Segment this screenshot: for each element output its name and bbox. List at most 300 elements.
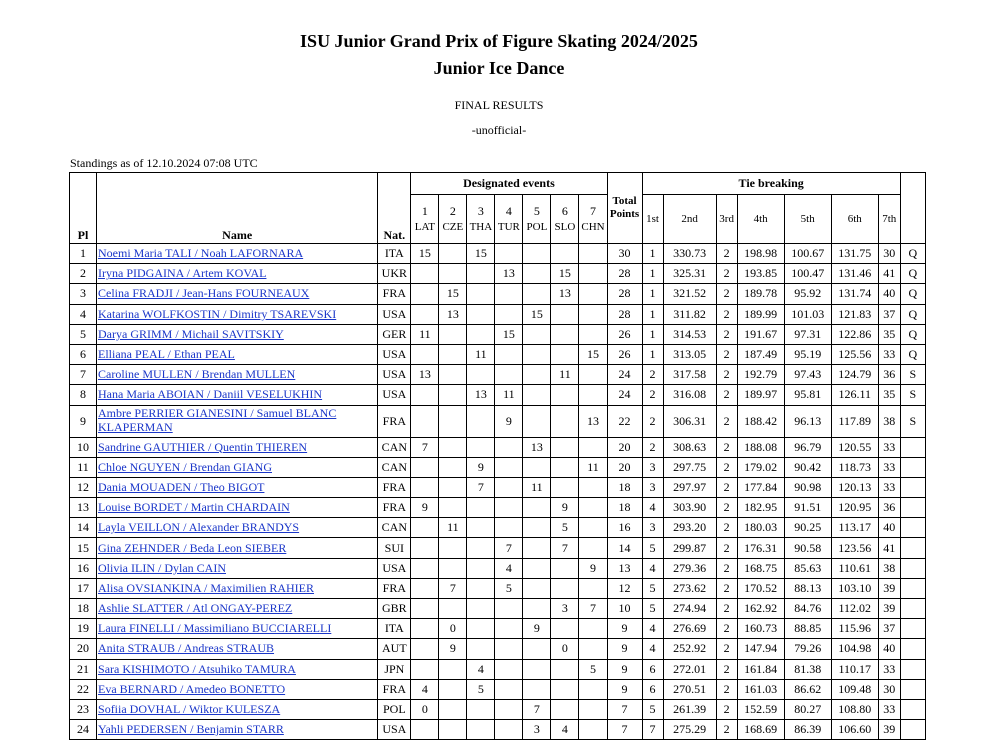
tie-breaking-cell: 162.92 bbox=[737, 599, 784, 619]
tie-breaking-cell: 297.97 bbox=[663, 477, 716, 497]
tie-breaking-cell: 33 bbox=[878, 457, 900, 477]
event-points-cell bbox=[411, 344, 439, 364]
col-header-pl: Pl bbox=[70, 173, 97, 244]
event-points-cell: 9 bbox=[551, 498, 579, 518]
event-points-cell bbox=[439, 477, 467, 497]
event-points-cell bbox=[579, 385, 607, 405]
event-code: SLO bbox=[554, 221, 576, 233]
results-status: FINAL RESULTS bbox=[454, 98, 544, 112]
event-points-cell bbox=[439, 599, 467, 619]
skater-link[interactable]: Sofiia DOVHAL / Wiktor KULESZA bbox=[98, 702, 281, 717]
event-points-cell: 5 bbox=[551, 518, 579, 538]
total-points-cell: 10 bbox=[607, 599, 642, 619]
tie-breaking-cell: 187.49 bbox=[737, 344, 784, 364]
tie-breaking-cell: 192.79 bbox=[737, 365, 784, 385]
tie-breaking-cell: 124.79 bbox=[831, 365, 878, 385]
event-points-cell bbox=[579, 720, 607, 740]
event-points-cell bbox=[495, 244, 523, 264]
event-points-cell bbox=[411, 619, 439, 639]
tie-breaking-cell: 2 bbox=[716, 477, 737, 497]
event-points-cell bbox=[467, 264, 495, 284]
tie-breaking-cell: 95.92 bbox=[784, 284, 831, 304]
tie-breaking-cell: 1 bbox=[642, 244, 663, 264]
tie-breaking-cell: 275.29 bbox=[663, 720, 716, 740]
event-header-pol bbox=[523, 195, 551, 244]
event-points-cell: 15 bbox=[579, 344, 607, 364]
tie-breaking-cell: 30 bbox=[878, 679, 900, 699]
qualification-cell bbox=[900, 558, 925, 578]
place-cell: 20 bbox=[70, 639, 97, 659]
tie-breaking-cell: 5 bbox=[642, 578, 663, 598]
tie-breaking-cell: 3 bbox=[642, 518, 663, 538]
skater-link[interactable]: Ashlie SLATTER / Atl ONGAY-PEREZ bbox=[98, 601, 293, 616]
tie-breaking-cell: 161.03 bbox=[737, 679, 784, 699]
place-cell: 6 bbox=[70, 344, 97, 364]
skater-link[interactable]: Alisa OVSIANKINA / Maximilien RAHIER bbox=[98, 580, 315, 595]
tie-breaking-cell: 2 bbox=[716, 720, 737, 740]
skater-link[interactable]: Gina ZEHNDER / Beda Leon SIEBER bbox=[98, 540, 287, 555]
event-points-cell bbox=[495, 498, 523, 518]
skater-link[interactable]: Louise BORDET / Martin CHARDAIN bbox=[98, 500, 290, 515]
table-row bbox=[70, 679, 926, 699]
tie-breaking-cell: 95.19 bbox=[784, 344, 831, 364]
place-cell: 2 bbox=[70, 264, 97, 284]
event-points-cell bbox=[495, 699, 523, 719]
event-points-cell bbox=[467, 720, 495, 740]
tie-breaking-cell: 189.78 bbox=[737, 284, 784, 304]
col-header-tie-breaking: Tie breaking bbox=[642, 173, 900, 195]
skater-link[interactable]: Ambre PERRIER GIANESINI / Samuel BLANC KLAPERMAN bbox=[98, 405, 337, 434]
name-cell bbox=[97, 619, 378, 639]
event-points-cell bbox=[495, 457, 523, 477]
skater-link[interactable]: Olivia ILIN / Dylan CAIN bbox=[98, 560, 226, 575]
skater-link[interactable]: Anita STRAUB / Andreas STRAUB bbox=[98, 641, 275, 656]
event-points-cell bbox=[439, 498, 467, 518]
event-points-cell bbox=[523, 578, 551, 598]
skater-link[interactable]: Iryna PIDGAINA / Artem KOVAL bbox=[98, 266, 267, 281]
event-points-cell bbox=[439, 264, 467, 284]
tie-breaking-cell: 2 bbox=[642, 365, 663, 385]
tie-breaking-cell: 189.99 bbox=[737, 304, 784, 324]
skater-link[interactable]: Noemi Maria TALI / Noah LAFORNARA bbox=[98, 246, 304, 261]
table-row bbox=[70, 477, 926, 497]
table-row bbox=[70, 365, 926, 385]
col-header-name: Name bbox=[97, 173, 378, 244]
tie-breaking-cell: 325.31 bbox=[663, 264, 716, 284]
total-points-cell: 9 bbox=[607, 639, 642, 659]
event-points-cell bbox=[467, 599, 495, 619]
tie-breaking-cell: 38 bbox=[878, 558, 900, 578]
event-points-cell: 11 bbox=[523, 477, 551, 497]
event-points-cell bbox=[439, 699, 467, 719]
place-cell: 10 bbox=[70, 437, 97, 457]
total-points-cell: 28 bbox=[607, 304, 642, 324]
tie-breaking-cell: 131.74 bbox=[831, 284, 878, 304]
event-header-tur bbox=[495, 195, 523, 244]
place-cell: 13 bbox=[70, 498, 97, 518]
name-cell bbox=[97, 599, 378, 619]
tie-header-4th: 4th bbox=[737, 195, 784, 244]
event-points-cell bbox=[523, 457, 551, 477]
nation-cell: USA bbox=[378, 558, 411, 578]
event-points-cell: 13 bbox=[579, 405, 607, 437]
event-points-cell bbox=[579, 244, 607, 264]
unofficial-note: -unofficial- bbox=[471, 123, 527, 137]
event-points-cell bbox=[523, 659, 551, 679]
nation-cell: FRA bbox=[378, 284, 411, 304]
tie-breaking-cell: 37 bbox=[878, 619, 900, 639]
tie-breaking-cell: 299.87 bbox=[663, 538, 716, 558]
event-header-slo bbox=[551, 195, 579, 244]
event-points-cell: 9 bbox=[467, 457, 495, 477]
event-points-cell bbox=[579, 284, 607, 304]
event-points-cell bbox=[579, 619, 607, 639]
event-points-cell bbox=[439, 720, 467, 740]
qualification-cell: S bbox=[900, 405, 925, 437]
total-points-cell: 16 bbox=[607, 518, 642, 538]
nation-cell: CAN bbox=[378, 518, 411, 538]
event-points-cell bbox=[523, 599, 551, 619]
tie-breaking-cell: 170.52 bbox=[737, 578, 784, 598]
event-points-cell: 13 bbox=[523, 437, 551, 457]
tie-breaking-cell: 180.03 bbox=[737, 518, 784, 538]
skater-link[interactable]: Dania MOUADEN / Theo BIGOT bbox=[98, 479, 265, 494]
tie-breaking-cell: 2 bbox=[716, 659, 737, 679]
tie-breaking-cell: 2 bbox=[716, 344, 737, 364]
qualification-cell: Q bbox=[900, 304, 925, 324]
place-cell: 14 bbox=[70, 518, 97, 538]
tie-breaking-cell: 2 bbox=[716, 437, 737, 457]
skater-link[interactable]: Chloe NGUYEN / Brendan GIANG bbox=[98, 459, 272, 474]
tie-breaking-cell: 35 bbox=[878, 324, 900, 344]
tie-breaking-cell: 313.05 bbox=[663, 344, 716, 364]
tie-breaking-cell: 182.95 bbox=[737, 498, 784, 518]
event-points-cell: 15 bbox=[411, 244, 439, 264]
event-number: 1 bbox=[421, 204, 428, 218]
tie-breaking-cell: 2 bbox=[716, 498, 737, 518]
tie-breaking-cell: 96.79 bbox=[784, 437, 831, 457]
skater-link[interactable]: Laura FINELLI / Massimiliano BUCCIARELLI bbox=[98, 621, 332, 636]
event-points-cell bbox=[495, 518, 523, 538]
qualification-cell bbox=[900, 437, 925, 457]
place-cell: 15 bbox=[70, 538, 97, 558]
tie-breaking-cell: 5 bbox=[642, 699, 663, 719]
qualification-cell bbox=[900, 639, 925, 659]
event-points-cell bbox=[495, 619, 523, 639]
place-cell: 3 bbox=[70, 284, 97, 304]
event-points-cell: 15 bbox=[467, 244, 495, 264]
event-points-cell: 15 bbox=[495, 324, 523, 344]
nation-cell: SUI bbox=[378, 538, 411, 558]
event-points-cell bbox=[439, 437, 467, 457]
qualification-cell bbox=[900, 578, 925, 598]
tie-header-2nd: 2nd bbox=[663, 195, 716, 244]
qualification-cell bbox=[900, 659, 925, 679]
tie-breaking-cell: 261.39 bbox=[663, 699, 716, 719]
tie-breaking-cell: 104.98 bbox=[831, 639, 878, 659]
skater-link[interactable]: Darya GRIMM / Michail SAVITSKIY bbox=[98, 326, 284, 341]
nation-cell: AUT bbox=[378, 639, 411, 659]
tie-breaking-cell: 4 bbox=[642, 619, 663, 639]
tie-breaking-cell: 108.80 bbox=[831, 699, 878, 719]
event-points-cell bbox=[551, 558, 579, 578]
tie-breaking-cell: 96.13 bbox=[784, 405, 831, 437]
event-points-cell bbox=[411, 264, 439, 284]
nation-cell: USA bbox=[378, 365, 411, 385]
table-row bbox=[70, 284, 926, 304]
nation-cell: GBR bbox=[378, 599, 411, 619]
tie-breaking-cell: 103.10 bbox=[831, 578, 878, 598]
place-cell: 17 bbox=[70, 578, 97, 598]
event-points-cell: 9 bbox=[523, 619, 551, 639]
event-points-cell: 11 bbox=[579, 457, 607, 477]
nation-cell: GER bbox=[378, 324, 411, 344]
event-points-cell: 0 bbox=[439, 619, 467, 639]
tie-breaking-cell: 101.03 bbox=[784, 304, 831, 324]
tie-breaking-cell: 39 bbox=[878, 599, 900, 619]
event-points-cell bbox=[439, 679, 467, 699]
tie-breaking-cell: 38 bbox=[878, 405, 900, 437]
name-cell bbox=[97, 720, 378, 740]
event-header-cze bbox=[439, 195, 467, 244]
place-cell: 16 bbox=[70, 558, 97, 578]
tie-breaking-cell: 5 bbox=[642, 538, 663, 558]
tie-breaking-cell: 122.86 bbox=[831, 324, 878, 344]
tie-breaking-cell: 317.58 bbox=[663, 365, 716, 385]
tie-breaking-cell: 2 bbox=[716, 365, 737, 385]
tie-breaking-cell: 39 bbox=[878, 578, 900, 598]
event-points-cell: 7 bbox=[551, 538, 579, 558]
skater-link[interactable]: Sara KISHIMOTO / Atsuhiko TAMURA bbox=[98, 661, 296, 676]
nation-cell: JPN bbox=[378, 659, 411, 679]
event-points-cell bbox=[411, 558, 439, 578]
place-cell: 11 bbox=[70, 457, 97, 477]
place-cell: 21 bbox=[70, 659, 97, 679]
tie-breaking-cell: 97.31 bbox=[784, 324, 831, 344]
place-cell: 12 bbox=[70, 477, 97, 497]
tie-breaking-cell: 297.75 bbox=[663, 457, 716, 477]
table-row bbox=[70, 344, 926, 364]
name-cell bbox=[97, 578, 378, 598]
event-points-cell: 9 bbox=[495, 405, 523, 437]
skater-link[interactable]: Hana Maria ABOIAN / Daniil VESELUKHIN bbox=[98, 387, 323, 402]
place-cell: 22 bbox=[70, 679, 97, 699]
event-points-cell bbox=[579, 498, 607, 518]
tie-breaking-cell: 85.63 bbox=[784, 558, 831, 578]
tie-breaking-cell: 117.89 bbox=[831, 405, 878, 437]
nation-cell: USA bbox=[378, 344, 411, 364]
tie-breaking-cell: 84.76 bbox=[784, 599, 831, 619]
tie-breaking-cell: 40 bbox=[878, 639, 900, 659]
event-points-cell bbox=[551, 477, 579, 497]
tie-breaking-cell: 2 bbox=[716, 599, 737, 619]
event-points-cell bbox=[523, 518, 551, 538]
results-table bbox=[69, 172, 926, 740]
event-points-cell bbox=[551, 385, 579, 405]
tie-breaking-cell: 1 bbox=[642, 264, 663, 284]
skater-link[interactable]: Yahli PEDERSEN / Benjamin STARR bbox=[98, 722, 284, 737]
tie-breaking-cell: 33 bbox=[878, 437, 900, 457]
event-points-cell: 5 bbox=[495, 578, 523, 598]
event-code: LAT bbox=[414, 221, 435, 233]
qualification-cell: Q bbox=[900, 344, 925, 364]
skater-link[interactable]: Katarina WOLFKOSTIN / Dimitry TSAREVSKI bbox=[98, 306, 337, 321]
tie-breaking-cell: 90.25 bbox=[784, 518, 831, 538]
place-cell: 24 bbox=[70, 720, 97, 740]
tie-breaking-cell: 110.61 bbox=[831, 558, 878, 578]
tie-breaking-cell: 90.42 bbox=[784, 457, 831, 477]
total-points-cell: 9 bbox=[607, 619, 642, 639]
tie-breaking-cell: 276.69 bbox=[663, 619, 716, 639]
tie-breaking-cell: 252.92 bbox=[663, 639, 716, 659]
tie-breaking-cell: 1 bbox=[642, 304, 663, 324]
tie-breaking-cell: 112.02 bbox=[831, 599, 878, 619]
event-points-cell: 7 bbox=[523, 699, 551, 719]
tie-breaking-cell: 4 bbox=[642, 498, 663, 518]
place-cell: 8 bbox=[70, 385, 97, 405]
name-cell bbox=[97, 659, 378, 679]
page-subtitle: Junior Ice Dance bbox=[433, 58, 565, 78]
event-points-cell: 4 bbox=[467, 659, 495, 679]
event-points-cell bbox=[467, 284, 495, 304]
nation-cell: USA bbox=[378, 720, 411, 740]
event-code: CHN bbox=[581, 221, 605, 233]
event-points-cell bbox=[411, 304, 439, 324]
total-points-cell: 13 bbox=[607, 558, 642, 578]
event-points-cell: 11 bbox=[495, 385, 523, 405]
event-points-cell bbox=[411, 720, 439, 740]
name-cell bbox=[97, 385, 378, 405]
tie-breaking-cell: 270.51 bbox=[663, 679, 716, 699]
tie-breaking-cell: 2 bbox=[716, 538, 737, 558]
tie-breaking-cell: 152.59 bbox=[737, 699, 784, 719]
event-points-cell: 9 bbox=[411, 498, 439, 518]
event-points-cell bbox=[411, 578, 439, 598]
table-row bbox=[70, 457, 926, 477]
tie-breaking-cell: 316.08 bbox=[663, 385, 716, 405]
event-points-cell bbox=[439, 457, 467, 477]
page-title: ISU Junior Grand Prix of Figure Skating 2024/2025 bbox=[300, 31, 698, 51]
tie-breaking-cell: 125.56 bbox=[831, 344, 878, 364]
tie-breaking-cell: 191.67 bbox=[737, 324, 784, 344]
skater-link[interactable]: Elliana PEAL / Ethan PEAL bbox=[98, 347, 235, 362]
event-points-cell bbox=[495, 344, 523, 364]
name-cell bbox=[97, 457, 378, 477]
event-points-cell bbox=[551, 405, 579, 437]
event-points-cell bbox=[467, 538, 495, 558]
tie-breaking-cell: 97.43 bbox=[784, 365, 831, 385]
event-code: POL bbox=[526, 221, 548, 233]
tie-breaking-cell: 168.69 bbox=[737, 720, 784, 740]
tie-breaking-cell: 100.67 bbox=[784, 244, 831, 264]
tie-breaking-cell: 123.56 bbox=[831, 538, 878, 558]
tie-header-3rd: 3rd bbox=[716, 195, 737, 244]
event-points-cell bbox=[439, 558, 467, 578]
tie-breaking-cell: 35 bbox=[878, 385, 900, 405]
table-row bbox=[70, 599, 926, 619]
event-number: 6 bbox=[561, 204, 568, 218]
event-header-chn bbox=[579, 195, 607, 244]
nation-cell: FRA bbox=[378, 498, 411, 518]
qualification-cell bbox=[900, 619, 925, 639]
event-code: CZE bbox=[442, 221, 464, 233]
total-points-cell: 7 bbox=[607, 720, 642, 740]
event-number: 3 bbox=[477, 204, 484, 218]
event-code: THA bbox=[469, 221, 493, 233]
standings-timestamp: Standings as of 12.10.2024 07:08 UTC bbox=[70, 156, 258, 170]
tie-breaking-cell: 40 bbox=[878, 284, 900, 304]
qualification-cell: Q bbox=[900, 264, 925, 284]
tie-breaking-cell: 41 bbox=[878, 264, 900, 284]
place-cell: 19 bbox=[70, 619, 97, 639]
tie-breaking-cell: 2 bbox=[716, 679, 737, 699]
total-points-cell: 9 bbox=[607, 679, 642, 699]
tie-breaking-cell: 193.85 bbox=[737, 264, 784, 284]
tie-breaking-cell: 2 bbox=[716, 284, 737, 304]
qualification-cell: Q bbox=[900, 244, 925, 264]
event-points-cell: 15 bbox=[439, 284, 467, 304]
tie-breaking-cell: 7 bbox=[642, 720, 663, 740]
skater-link[interactable]: Caroline MULLEN / Brendan MULLEN bbox=[98, 367, 296, 382]
tie-breaking-cell: 3 bbox=[642, 457, 663, 477]
event-points-cell bbox=[579, 518, 607, 538]
name-cell bbox=[97, 558, 378, 578]
tie-breaking-cell: 90.98 bbox=[784, 477, 831, 497]
nation-cell: POL bbox=[378, 699, 411, 719]
event-points-cell bbox=[579, 324, 607, 344]
qualification-cell: Q bbox=[900, 284, 925, 304]
event-points-cell bbox=[551, 324, 579, 344]
tie-breaking-cell: 306.31 bbox=[663, 405, 716, 437]
tie-breaking-cell: 2 bbox=[716, 457, 737, 477]
event-points-cell bbox=[411, 477, 439, 497]
event-points-cell bbox=[495, 639, 523, 659]
col-header-total-points: Total Points bbox=[607, 173, 642, 244]
tie-breaking-cell: 2 bbox=[716, 699, 737, 719]
skater-link[interactable]: Celina FRADJI / Jean-Hans FOURNEAUX bbox=[98, 286, 310, 301]
tie-breaking-cell: 6 bbox=[642, 659, 663, 679]
event-points-cell: 7 bbox=[495, 538, 523, 558]
event-points-cell: 15 bbox=[551, 264, 579, 284]
tie-breaking-cell: 314.53 bbox=[663, 324, 716, 344]
tie-breaking-cell: 100.47 bbox=[784, 264, 831, 284]
tie-breaking-cell: 88.85 bbox=[784, 619, 831, 639]
event-points-cell bbox=[579, 477, 607, 497]
skater-link[interactable]: Layla VEILLON / Alexander BRANDYS bbox=[98, 520, 300, 535]
nation-cell: USA bbox=[378, 385, 411, 405]
table-row bbox=[70, 659, 926, 679]
event-points-cell bbox=[579, 437, 607, 457]
skater-link[interactable]: Sandrine GAUTHIER / Quentin THIEREN bbox=[98, 439, 308, 454]
tie-breaking-cell: 115.96 bbox=[831, 619, 878, 639]
place-cell: 1 bbox=[70, 244, 97, 264]
event-points-cell bbox=[439, 659, 467, 679]
event-points-cell bbox=[467, 619, 495, 639]
name-cell bbox=[97, 405, 378, 437]
event-points-cell bbox=[411, 659, 439, 679]
tie-breaking-cell: 147.94 bbox=[737, 639, 784, 659]
skater-link[interactable]: Eva BERNARD / Amedeo BONETTO bbox=[98, 681, 286, 696]
tie-breaking-cell: 330.73 bbox=[663, 244, 716, 264]
name-cell bbox=[97, 344, 378, 364]
event-header-tha bbox=[467, 195, 495, 244]
name-cell bbox=[97, 679, 378, 699]
total-points-cell: 24 bbox=[607, 385, 642, 405]
total-points-cell: 18 bbox=[607, 498, 642, 518]
tie-breaking-cell: 2 bbox=[716, 324, 737, 344]
tie-breaking-cell: 2 bbox=[716, 264, 737, 284]
event-points-cell bbox=[551, 304, 579, 324]
